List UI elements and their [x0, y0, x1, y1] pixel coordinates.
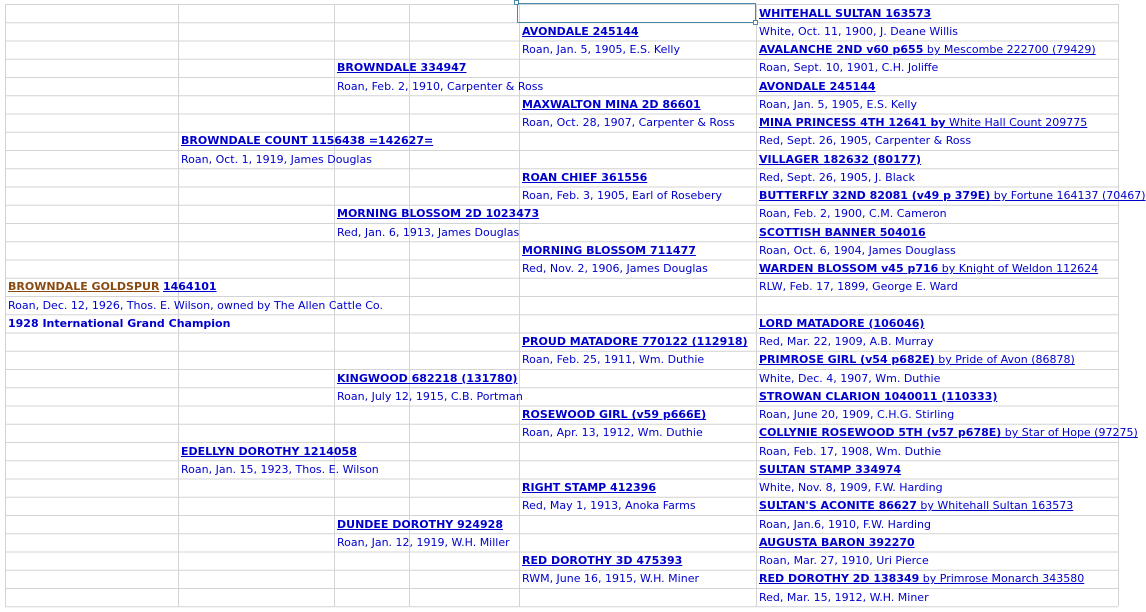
gen5-info[interactable]: Red, Sept. 26, 1905, Carpenter & Ross [759, 134, 972, 148]
gen5-name-cell[interactable] [756, 5, 1118, 23]
gen5-info[interactable]: Roan, Feb. 2, 1900, C.M. Cameron [759, 207, 947, 221]
sire-name[interactable]: BROWNDALE COUNT 1156438 =142627= [181, 134, 434, 148]
gen5-name-cell[interactable] [756, 388, 1118, 406]
gen5-parent-link[interactable]: by Pride of Avon (86878) [934, 353, 1075, 367]
gen3-name[interactable]: KINGWOOD 682218 (131780) [337, 371, 518, 385]
gen5-name[interactable]: LORD MATADORE (106046) [759, 316, 925, 330]
gen5-info[interactable]: White, Dec. 4, 1907, Wm. Duthie [759, 371, 941, 385]
gen3-name[interactable]: DUNDEE DOROTHY 924928 [337, 517, 503, 531]
subject-registration[interactable]: 1464101 [162, 280, 217, 294]
gen5-name-cell[interactable] [756, 224, 1118, 242]
gen5-info[interactable]: Roan, Sept. 10, 1901, C.H. Joliffe [759, 61, 939, 75]
gen5-name-cell[interactable] [756, 114, 1118, 132]
gen4-name[interactable]: RED DOROTHY 3D 475393 [522, 554, 683, 567]
gen4-info[interactable]: Roan, Jan. 5, 1905, E.S. Kelly [522, 43, 680, 56]
gen5-name[interactable]: STROWAN CLARION 1040011 (110333) [759, 389, 998, 403]
gen5-info[interactable]: Roan, Mar. 27, 1910, Uri Pierce [759, 554, 929, 567]
gen5-parent-link[interactable]: by Mescombe 222700 (79429) [923, 43, 1096, 56]
gen5-info[interactable]: Roan, Jan. 5, 1905, E.S. Kelly [759, 97, 917, 111]
gen3-name[interactable]: MORNING BLOSSOM 2D 1023473 [337, 207, 540, 221]
gen4-name[interactable]: RIGHT STAMP 412396 [522, 481, 656, 494]
gen5-info[interactable]: White, Oct. 11, 1900, J. Deane Willis [759, 24, 959, 38]
gen3-info[interactable]: Red, Jan. 6, 1913, James Douglas [337, 225, 520, 239]
gen5-info[interactable]: Red, Mar. 15, 1912, W.H. Miner [759, 590, 929, 604]
subject-name[interactable]: BROWNDALE GOLDSPUR [8, 280, 160, 294]
dam-info[interactable]: Roan, Jan. 15, 1923, Thos. E. Wilson [181, 462, 379, 476]
selection-handle[interactable] [514, 0, 519, 5]
gen4-info[interactable]: Roan, Feb. 3, 1905, Earl of Rosebery [522, 189, 723, 202]
gen3-info[interactable]: Roan, July 12, 1915, C.B. Portman [337, 389, 523, 403]
gen5-name[interactable]: SULTAN'S ACONITE 86627 [759, 499, 917, 513]
gen5-name[interactable]: PRIMROSE GIRL (v54 p682E) [759, 353, 935, 367]
gen4-info[interactable]: RWM, June 16, 1915, W.H. Miner [522, 572, 699, 586]
gen5-info[interactable]: Roan, Feb. 17, 1908, Wm. Duthie [759, 444, 942, 458]
gen5-name[interactable]: COLLYNIE ROSEWOOD 5TH (v57 p678E) [759, 426, 1002, 440]
gen5-name-cell[interactable] [756, 570, 1118, 588]
gen5-name[interactable]: BUTTERFLY 32ND 82081 (v49 p 379E) [759, 189, 991, 202]
gen4-name[interactable]: AVONDALE 245144 [522, 24, 639, 38]
gen4-name[interactable]: ROAN CHIEF 361556 [522, 170, 648, 184]
gen5-name-cell[interactable] [756, 151, 1118, 169]
gen5-name-cell[interactable] [756, 461, 1118, 479]
gen5-name[interactable]: SULTAN STAMP 334974 [759, 462, 902, 476]
gen5-name-cell[interactable] [756, 497, 1118, 515]
gen5-name-cell[interactable] [756, 78, 1118, 96]
gen5-info[interactable]: Red, Sept. 26, 1905, J. Black [759, 170, 915, 184]
gen5-parent-link[interactable]: by Knight of Weldon 112624 [938, 262, 1099, 275]
gen5-name[interactable]: SCOTTISH BANNER 504016 [759, 225, 926, 239]
gen5-name[interactable]: WARDEN BLOSSOM v45 p716 [759, 262, 939, 275]
gen4-name[interactable]: PROUD MATADORE 770122 (112918) [522, 335, 748, 348]
gen5-name[interactable]: VILLAGER 182632 (80177) [759, 152, 922, 166]
gen5-info[interactable]: Roan, June 20, 1909, C.H.G. Stirling [759, 408, 955, 421]
gen5-parent-link[interactable]: White Hall Count 209775 [945, 116, 1088, 129]
gen5-info[interactable]: White, Nov. 8, 1909, F.W. Harding [759, 481, 943, 494]
gen5-info[interactable]: Roan, Oct. 6, 1904, James Douglass [759, 243, 956, 257]
gen5-name[interactable]: MINA PRINCESS 4TH 12641 by [759, 116, 946, 129]
gen3-name[interactable]: BROWNDALE 334947 [337, 61, 467, 75]
gen3-info[interactable]: Roan, Feb. 2, 1910, Carpenter & Ross [337, 79, 544, 93]
gen4-info[interactable]: Red, Nov. 2, 1906, James Douglas [522, 262, 708, 275]
gen5-name-cell[interactable] [756, 187, 1146, 205]
gen5-name[interactable]: RED DOROTHY 2D 138349 [759, 572, 920, 586]
gen5-name-cell[interactable] [756, 315, 1118, 333]
selected-cell[interactable] [517, 3, 756, 23]
gen5-info[interactable]: Roan, Jan.6, 1910, F.W. Harding [759, 517, 932, 531]
gen5-info[interactable]: Red, Mar. 22, 1909, A.B. Murray [759, 335, 934, 348]
gen5-name[interactable]: WHITEHALL SULTAN 163573 [759, 6, 932, 20]
gen5-name-cell[interactable] [756, 534, 1118, 552]
subject-info[interactable]: Roan, Dec. 12, 1926, Thos. E. Wilson, owned by The Allen Cattle Co. [8, 298, 383, 312]
gen5-name-cell[interactable] [756, 41, 1118, 59]
gen4-name[interactable]: MORNING BLOSSOM 711477 [522, 243, 696, 257]
gen4-info[interactable]: Roan, Oct. 28, 1907, Carpenter & Ross [522, 116, 735, 129]
gen5-name[interactable]: AVALANCHE 2ND v60 p655 [759, 43, 924, 56]
gen5-parent-link[interactable]: by Star of Hope (97275) [1001, 426, 1138, 440]
gen5-name-cell[interactable] [756, 351, 1118, 369]
gen5-parent-link[interactable]: by Fortune 164137 (70467) [990, 189, 1146, 202]
dam-name[interactable]: EDELLYN DOROTHY 1214058 [181, 444, 357, 458]
gen5-info[interactable]: RLW, Feb. 17, 1899, George E. Ward [759, 280, 958, 294]
gen4-name[interactable]: MAXWALTON MINA 2D 86601 [522, 97, 701, 111]
gen5-parent-link[interactable]: by Whitehall Sultan 163573 [916, 499, 1074, 513]
subject-name-cell[interactable] [5, 278, 519, 296]
gen5-name-cell[interactable] [756, 260, 1118, 278]
gen5-parent-link[interactable]: by Primrose Monarch 343580 [919, 572, 1085, 586]
gen5-name-cell[interactable] [756, 424, 1138, 442]
gen5-name[interactable]: AVONDALE 245144 [759, 79, 876, 93]
gen5-name[interactable]: AUGUSTA BARON 392270 [759, 535, 915, 549]
sire-info[interactable]: Roan, Oct. 1, 1919, James Douglas [181, 152, 372, 166]
subject-award[interactable]: 1928 International Grand Champion [8, 316, 231, 330]
gen3-info[interactable]: Roan, Jan. 12, 1919, W.H. Miller [337, 535, 510, 549]
gen4-info[interactable]: Roan, Apr. 13, 1912, Wm. Duthie [522, 426, 703, 440]
gen4-info[interactable]: Roan, Feb. 25, 1911, Wm. Duthie [522, 353, 705, 367]
gen4-name[interactable]: ROSEWOOD GIRL (v59 p666E) [522, 408, 707, 421]
gen4-info[interactable]: Red, May 1, 1913, Anoka Farms [522, 499, 696, 513]
